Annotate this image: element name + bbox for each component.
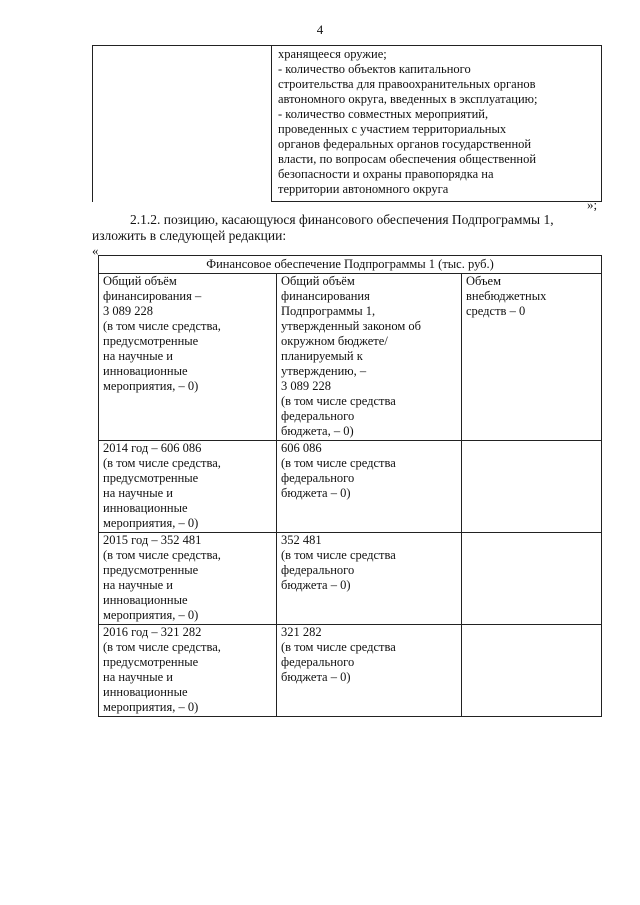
cell-line: предусмотренные (103, 334, 199, 348)
cell-line: бюджета – 0) (281, 578, 351, 592)
cell-line: 352 481 (281, 533, 322, 547)
indicators-table-fragment (92, 45, 602, 202)
cell-line: 2015 год – 352 481 (103, 533, 202, 547)
opening-quote: « (92, 243, 99, 258)
cell-line: Общий объём (281, 274, 355, 288)
cell-line: мероприятия, – 0) (103, 516, 199, 530)
cell-line: предусмотренные (103, 563, 199, 577)
cell-line: на научные и (103, 578, 173, 592)
header-total-cell (99, 274, 277, 441)
cell-line: мероприятия, – 0) (103, 608, 199, 622)
cell-line: федерального (281, 471, 355, 485)
cell-line: федерального (281, 655, 355, 669)
indicator-line: - количество объектов капитального (278, 62, 471, 76)
indicators-left-cell (93, 46, 272, 202)
closing-quote: »; (587, 197, 598, 212)
year-extrabudget-cell (462, 441, 602, 533)
year-budget-cell (277, 441, 462, 533)
cell-line: 2014 год – 606 086 (103, 441, 202, 455)
finance-table-caption: Финансовое обеспечение Подпрограммы 1 (тыс. руб.) (99, 256, 602, 274)
cell-line: федерального (281, 409, 355, 423)
cell-line: (в том числе средства (281, 394, 396, 408)
year-budget-cell (277, 533, 462, 625)
cell-line: 321 282 (281, 625, 322, 639)
cell-line: на научные и (103, 349, 173, 363)
cell-line: 3 089 228 (103, 304, 153, 318)
cell-line: на научные и (103, 486, 173, 500)
cell-line: (в том числе средства (281, 640, 396, 654)
cell-line: финансирования (281, 289, 370, 303)
year-total-cell (99, 533, 277, 625)
cell-line: инновационные (103, 685, 188, 699)
finance-table (98, 255, 602, 717)
cell-line: инновационные (103, 501, 188, 515)
cell-line: мероприятия, – 0) (103, 700, 199, 714)
cell-line: (в том числе средства (281, 548, 396, 562)
indicators-right-cell (272, 46, 602, 202)
finance-year-row-2016 (99, 625, 602, 717)
year-total-cell (99, 625, 277, 717)
cell-line: (в том числе средства, (103, 548, 221, 562)
cell-line: инновационные (103, 364, 188, 378)
cell-line: окружном бюджете/ (281, 334, 388, 348)
cell-line: планируемый к (281, 349, 363, 363)
indicator-line: безопасности и охраны правопорядка на (278, 167, 494, 181)
cell-line: внебюджетных (466, 289, 547, 303)
cell-line: бюджета – 0) (281, 670, 351, 684)
finance-header-row (99, 274, 602, 441)
cell-line: бюджета – 0) (281, 486, 351, 500)
cell-line: (в том числе средства, (103, 640, 221, 654)
cell-line: утвержденный законом об (281, 319, 421, 333)
cell-line: инновационные (103, 593, 188, 607)
indicator-line: территории автономного округа (278, 182, 449, 196)
indicator-line: строительства для правоохранительных органов (278, 77, 536, 91)
indicator-line: автономного округа, введенных в эксплуатацию; (278, 92, 538, 106)
cell-line: (в том числе средства (281, 456, 396, 470)
finance-year-row-2014 (99, 441, 602, 533)
cell-line: (в том числе средства, (103, 456, 221, 470)
cell-line: мероприятия, – 0) (103, 379, 199, 393)
year-total-cell (99, 441, 277, 533)
cell-line: Подпрограммы 1, (281, 304, 376, 318)
cell-line: 606 086 (281, 441, 322, 455)
paragraph-line-2: изложить в следующей редакции: (92, 228, 287, 243)
header-extrabudget-cell (462, 274, 602, 441)
cell-line: 2016 год – 321 282 (103, 625, 202, 639)
cell-line: предусмотренные (103, 655, 199, 669)
amendment-paragraph (92, 212, 612, 244)
indicator-line: проведенных с участием территориальных (278, 122, 507, 136)
cell-line: на научные и (103, 670, 173, 684)
cell-line: средств – 0 (466, 304, 526, 318)
finance-year-row-2015 (99, 533, 602, 625)
cell-line: утверждению, – (281, 364, 367, 378)
cell-line: финансирования – (103, 289, 202, 303)
cell-line: бюджета, – 0) (281, 424, 354, 438)
page-number: 4 (316, 22, 324, 37)
year-budget-cell (277, 625, 462, 717)
cell-line: Объем (466, 274, 501, 288)
year-extrabudget-cell (462, 625, 602, 717)
cell-line: предусмотренные (103, 471, 199, 485)
paragraph-line-1: 2.1.2. позицию, касающуюся финансового обеспечения Подпрограммы 1, (130, 212, 554, 227)
cell-line: (в том числе средства, (103, 319, 221, 333)
cell-line: федерального (281, 563, 355, 577)
header-budget-cell (277, 274, 462, 441)
indicator-line: власти, по вопросам обеспечения общественной (278, 152, 537, 166)
indicator-line: - количество совместных мероприятий, (278, 107, 489, 121)
year-extrabudget-cell (462, 533, 602, 625)
indicator-line: хранящееся оружие; (278, 47, 387, 61)
indicator-line: органов федеральных органов государственной (278, 137, 532, 151)
cell-line: 3 089 228 (281, 379, 331, 393)
cell-line: Общий объём (103, 274, 177, 288)
